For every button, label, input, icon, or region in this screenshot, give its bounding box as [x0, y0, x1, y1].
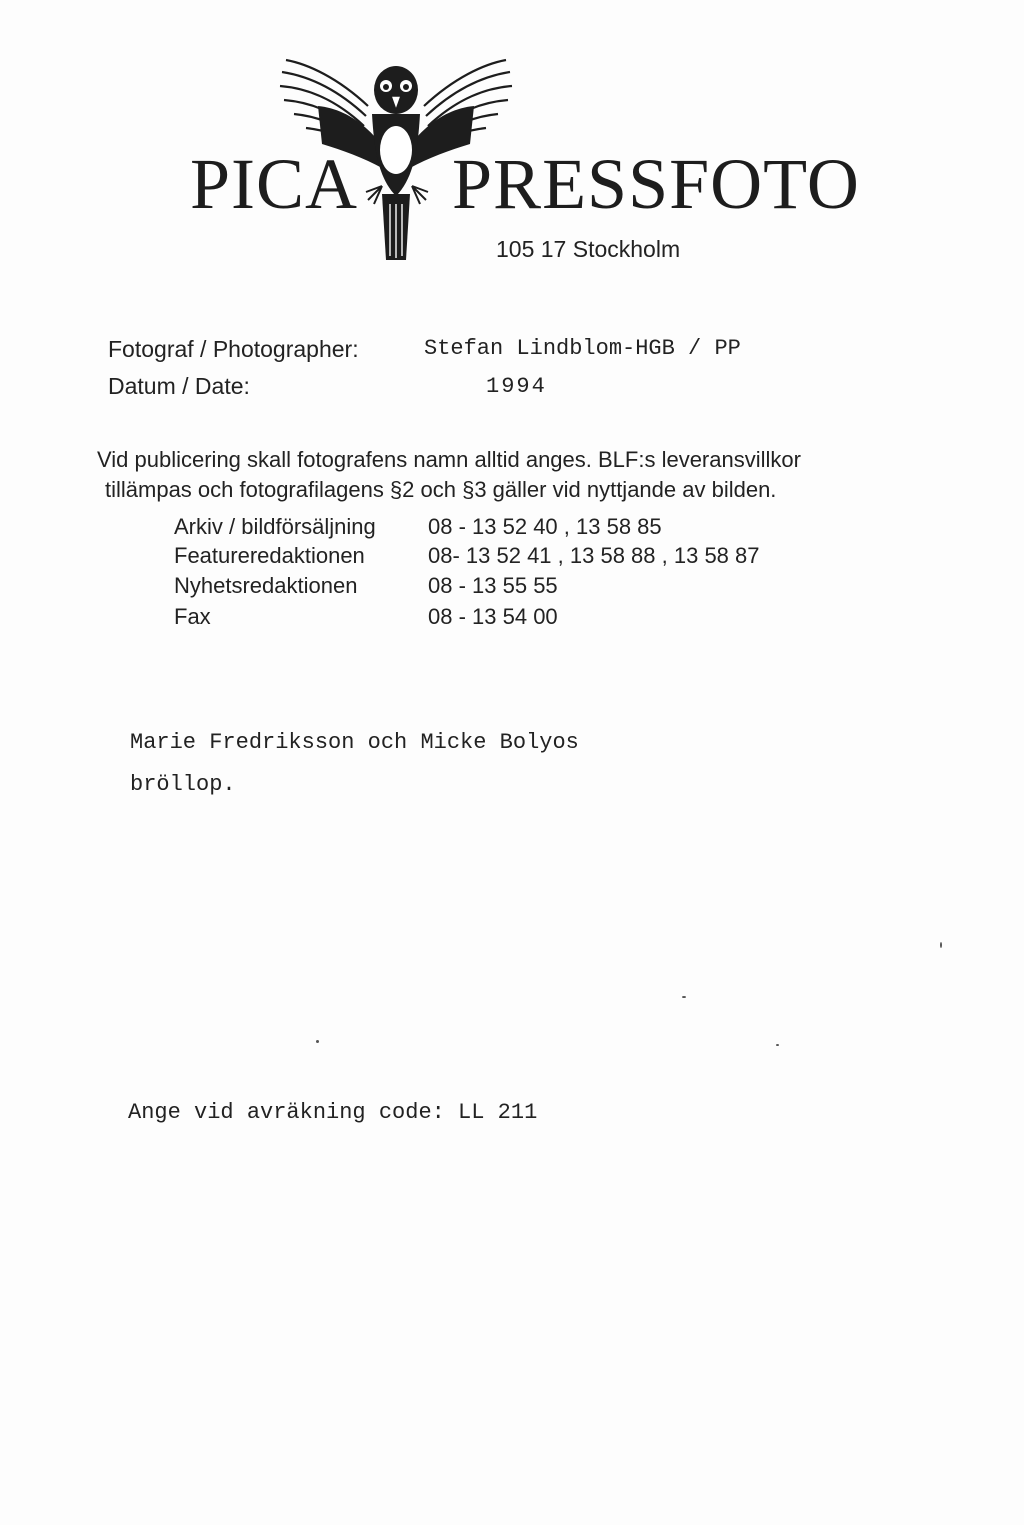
paper-speck [776, 1044, 779, 1046]
caption-line: Marie Fredriksson och Micke Bolyos [130, 730, 579, 755]
billing-code: Ange vid avräkning code: LL 211 [128, 1100, 538, 1125]
date-label: Datum / Date: [108, 373, 250, 399]
usage-notice-line: Vid publicering skall fotografens namn alltid anges. BLF:s leveransvillkor [97, 447, 801, 472]
contact-label-fax: Fax [174, 604, 211, 629]
paper-speck [682, 996, 686, 998]
brand-name-pica: PICA [190, 144, 359, 224]
contact-value-news: 08 - 13 55 55 [428, 573, 558, 598]
contact-value-fax: 08 - 13 54 00 [428, 604, 558, 629]
contact-value-archive: 08 - 13 52 40 , 13 58 85 [428, 514, 662, 539]
contact-label-news: Nyhetsredaktionen [174, 573, 358, 598]
date-value: 1994 [486, 374, 547, 399]
paper-speck [940, 942, 942, 948]
photographer-label: Fotograf / Photographer: [108, 336, 359, 362]
contact-label-feature: Featureredaktionen [174, 543, 365, 568]
caption-line: bröllop. [130, 772, 236, 797]
usage-notice-line: tillämpas och fotografilagens §2 och §3 gäller vid nyttjande av bilden. [105, 477, 777, 502]
address: 105 17 Stockholm [496, 236, 681, 262]
photo-caption [130, 722, 579, 806]
photographer-value: Stefan Lindblom-HGB / PP [424, 336, 741, 361]
contact-label-archive: Arkiv / bildförsäljning [174, 514, 376, 539]
paper-speck [316, 1040, 319, 1043]
contact-value-feature: 08- 13 52 41 , 13 58 88 , 13 58 87 [428, 543, 760, 568]
brand-name-pressfoto: PRESSFOTO [452, 144, 860, 224]
usage-notice [97, 445, 997, 505]
